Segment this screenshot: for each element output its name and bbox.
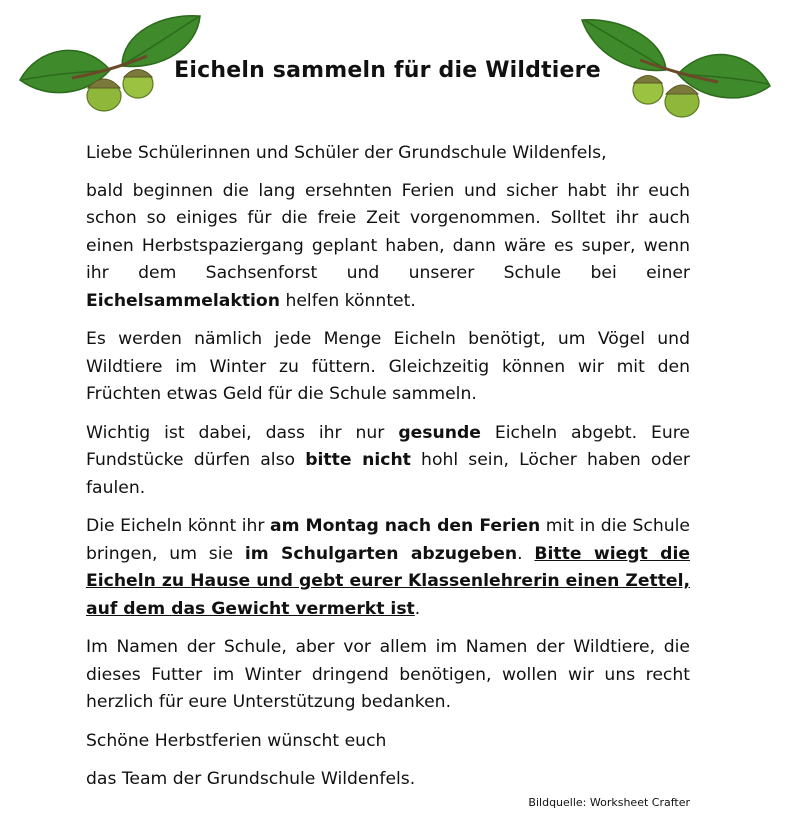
paragraph-1 (86, 178, 690, 316)
closing-line-2: das Team der Grundschule Wildenfels. (86, 769, 416, 789)
paragraph-4-bold-1: am Montag nach den Ferien (269, 516, 541, 536)
image-credit: Bildquelle: Worksheet Crafter (528, 796, 690, 809)
paragraph-1-bold: Eichelsammelaktion (86, 290, 280, 311)
paragraph-3-c: Eicheln abgebt. Eure Fundstücke dürfen also (86, 422, 691, 470)
paragraph-4-end: . (414, 598, 421, 619)
paragraph-3-a: Wichtig ist dabei, dass ihr nur (86, 422, 385, 443)
paragraph-3-d: hohl sein, Löcher haben oder faulen. (86, 450, 690, 498)
paragraph-4-underlined: Bitte wiegt die Eicheln zu Hause und gebt eurer Klassenlehrerin einen Zettel, auf dem das Gewicht vermerkt ist (86, 543, 690, 619)
greeting: Liebe Schülerinnen und Schüler der Grundschule Wildenfels, (86, 143, 607, 163)
paragraph-2: Es werden nämlich jede Menge Eicheln benötigt, um Vögel und Wildtiere im Winter zu füttern. Gleichzeitig können wir mit den Früchten etwas Geld für die Schule sammeln. (86, 329, 690, 404)
paragraph-1-end: helfen könntet. (285, 290, 416, 311)
paragraph-3-bold-1: gesunde (398, 422, 481, 443)
paragraph-4 (86, 513, 690, 623)
paragraph-3 (86, 420, 690, 503)
page-title: Eicheln sammeln für die Wildtiere (174, 58, 601, 83)
paragraph-4-c: mit in die Schule bringen, um sie (86, 516, 691, 564)
paragraph-1-text: bald beginnen die lang ersehnten Ferien und sicher habt ihr euch schon so einiges für die freie Zeit vorgenommen. Solltet ihr auch einen Herbstspaziergang geplant haben, dann wäre es super, wenn ihr dem Sachsenforst und unserer Schule bei einer (86, 180, 690, 283)
paragraph-5: Im Namen der Schule, aber vor allem im Namen der Wildtiere, die dieses Futter im Winter dringend benötigen, wollen wir uns recht herzlich für eure Unterstützung bedanken. (86, 637, 690, 712)
paragraph-4-a: Die Eicheln könnt ihr (86, 516, 265, 536)
paragraph-4-period: . (517, 543, 523, 564)
closing-line-1: Schöne Herbstferien wünscht euch (86, 730, 387, 751)
letter-body (86, 140, 690, 805)
paragraph-3-bold-2: bitte nicht (305, 450, 411, 470)
paragraph-4-bold-2: im Schulgarten abzugeben (244, 543, 518, 564)
